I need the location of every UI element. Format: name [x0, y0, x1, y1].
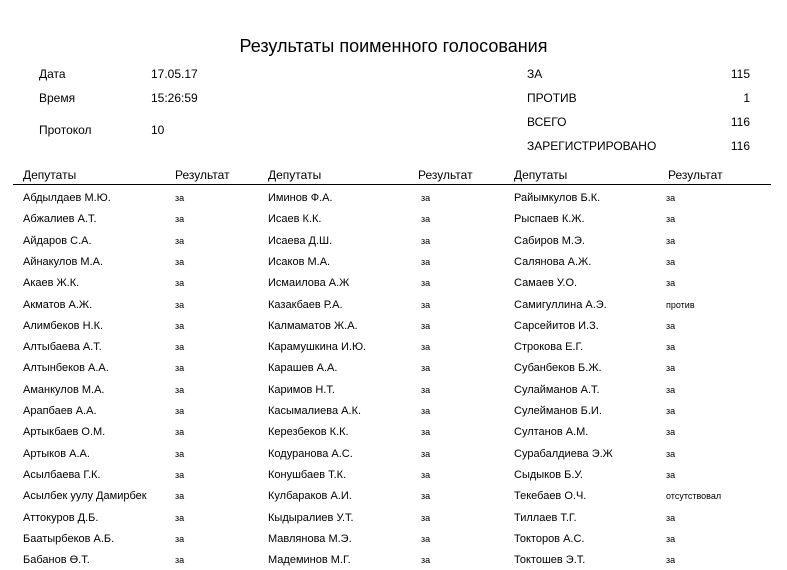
vote-result: за — [666, 385, 676, 395]
deputy-name: Айдаров С.А. — [23, 235, 92, 247]
deputy-name: Мадеминов М.Г. — [268, 554, 351, 566]
vote-result: за — [421, 300, 431, 310]
vote-result: за — [666, 470, 676, 480]
against-label: ПРОТИВ — [527, 91, 577, 105]
registered-value: 116 — [730, 139, 750, 153]
vote-result: за — [421, 449, 431, 459]
vote-result: за — [175, 385, 185, 395]
deputy-name: Кулбараков А.И. — [268, 490, 352, 502]
vote-result: за — [666, 257, 676, 267]
vote-result: за — [666, 449, 676, 459]
vote-result: за — [175, 449, 185, 459]
vote-result: за — [175, 427, 185, 437]
vote-result: за — [666, 555, 676, 565]
deputy-name: Исмаилова А.Ж — [268, 277, 350, 289]
against-value: 1 — [743, 91, 750, 105]
deputy-name: Рыспаев К.Ж. — [514, 213, 585, 225]
time-value: 15:26:59 — [151, 91, 198, 105]
deputy-name: Баатырбеков А.Б. — [23, 533, 115, 545]
deputy-name: Исаков М.А. — [268, 256, 331, 268]
deputy-name: Акаев Ж.К. — [23, 277, 80, 289]
deputy-name: Касымалиева А.К. — [268, 405, 362, 417]
deputy-name: Айнакулов М.А. — [23, 256, 104, 268]
vote-result: за — [175, 406, 185, 416]
header-divider — [13, 184, 771, 185]
vote-result: за — [421, 363, 431, 373]
deputy-name: Калмаматов Ж.А. — [268, 320, 358, 332]
deputy-name: Асылбаева Г.К. — [23, 469, 101, 481]
date-value: 17.05.17 — [151, 67, 198, 81]
deputy-name: Аттокуров Д.Б. — [23, 512, 99, 524]
vote-result: за — [666, 214, 676, 224]
vote-result: за — [666, 342, 676, 352]
vote-result: за — [421, 427, 431, 437]
vote-result: за — [421, 406, 431, 416]
vote-result: за — [666, 363, 676, 373]
for-label: ЗА — [527, 67, 543, 81]
deputy-name: Исаева Д.Ш. — [268, 235, 333, 247]
deputy-name: Сыдыков Б.У. — [514, 469, 583, 481]
vote-result: за — [666, 534, 676, 544]
vote-result: за — [421, 257, 431, 267]
vote-result: за — [175, 555, 185, 565]
deputy-name: Султанов А.М. — [514, 426, 589, 438]
vote-result: за — [421, 236, 431, 246]
vote-result: за — [666, 321, 676, 331]
deputy-name: Иминов Ф.А. — [268, 192, 333, 204]
column-header-result: Результат — [418, 168, 473, 182]
vote-result: отсутствовал — [666, 491, 722, 501]
deputy-name: Алтынбеков А.А. — [23, 362, 109, 374]
deputy-name: Райымкулов Б.К. — [514, 192, 601, 204]
vote-result: за — [666, 236, 676, 246]
deputy-name: Карашев А.А. — [268, 362, 338, 374]
registered-label: ЗАРЕГИСТРИРОВАНО — [527, 139, 657, 153]
vote-result: за — [175, 363, 185, 373]
vote-result: за — [421, 513, 431, 523]
deputy-name: Артыков А.А. — [23, 448, 90, 460]
deputy-name: Абжалиев А.Т. — [23, 213, 97, 225]
vote-result: за — [421, 193, 431, 203]
vote-result: против — [666, 300, 695, 310]
deputy-name: Сурабалдиева Э.Ж — [514, 448, 613, 460]
deputy-name: Сарсейитов И.З. — [514, 320, 599, 332]
vote-result: за — [175, 257, 185, 267]
deputy-name: Алимбеков Н.К. — [23, 320, 104, 332]
vote-result: за — [666, 513, 676, 523]
deputy-name: Абдылдаев М.Ю. — [23, 192, 111, 204]
column-header-deputies: Депутаты — [23, 168, 77, 182]
vote-result: за — [421, 555, 431, 565]
column-header-result: Результат — [175, 168, 230, 182]
vote-result: за — [175, 513, 185, 523]
vote-result: за — [175, 534, 185, 544]
page-title: Результаты поименного голосования — [239, 36, 548, 56]
deputy-name: Аманкулов М.А. — [23, 384, 105, 396]
vote-result: за — [421, 534, 431, 544]
deputy-name: Токтошев Э.Т. — [514, 554, 586, 566]
deputy-name: Исаев К.К. — [268, 213, 322, 225]
vote-result: за — [421, 214, 431, 224]
deputy-name: Кыдыралиев У.Т. — [268, 512, 354, 524]
deputy-name: Сулейманов Б.И. — [514, 405, 602, 417]
deputy-name: Сабиров М.Э. — [514, 235, 585, 247]
vote-result: за — [666, 193, 676, 203]
deputy-name: Арапбаев А.А. — [23, 405, 97, 417]
deputy-name: Строкова Е.Г. — [514, 341, 584, 353]
date-label: Дата — [39, 67, 66, 81]
protocol-label: Протокол — [39, 123, 92, 137]
vote-result: за — [666, 278, 676, 288]
deputy-name: Акматов А.Ж. — [23, 299, 93, 311]
deputy-name: Мавлянова М.Э. — [268, 533, 352, 545]
deputy-name: Текебаев О.Ч. — [514, 490, 587, 502]
deputy-name: Алтыбаева А.Т. — [23, 341, 102, 353]
vote-result: за — [175, 321, 185, 331]
vote-result: за — [421, 385, 431, 395]
deputy-name: Керезбеков К.К. — [268, 426, 349, 438]
vote-result: за — [175, 491, 185, 501]
deputy-name: Бабанов Ө.Т. — [23, 554, 90, 566]
vote-result: за — [175, 193, 185, 203]
vote-result: за — [421, 321, 431, 331]
time-label: Время — [39, 91, 76, 105]
for-value: 115 — [730, 67, 750, 81]
deputy-name: Кодуранова А.С. — [268, 448, 353, 460]
total-label: ВСЕГО — [527, 115, 567, 129]
vote-result: за — [175, 342, 185, 352]
vote-result: за — [421, 491, 431, 501]
vote-result: за — [666, 427, 676, 437]
deputy-name: Конушбаев Т.К. — [268, 469, 347, 481]
vote-result: за — [421, 470, 431, 480]
total-value: 116 — [730, 115, 750, 129]
deputy-name: Карамушкина И.Ю. — [268, 341, 367, 353]
vote-result: за — [175, 214, 185, 224]
column-header-deputies: Депутаты — [268, 168, 322, 182]
vote-result: за — [175, 278, 185, 288]
deputy-name: Токторов А.С. — [514, 533, 585, 545]
deputy-name: Самигуллина А.Э. — [514, 299, 607, 311]
protocol-value: 10 — [151, 123, 165, 137]
deputy-name: Каримов Н.Т. — [268, 384, 335, 396]
deputy-name: Артыкбаев О.М. — [23, 426, 106, 438]
vote-result: за — [421, 342, 431, 352]
vote-result: за — [175, 470, 185, 480]
deputy-name: Тиллаев Т.Г. — [514, 512, 577, 524]
column-header-deputies: Депутаты — [514, 168, 568, 182]
deputy-name: Самаев У.О. — [514, 277, 578, 289]
vote-result: за — [175, 236, 185, 246]
deputy-name: Субанбеков Б.Ж. — [514, 362, 602, 374]
vote-result: за — [421, 278, 431, 288]
vote-result: за — [175, 300, 185, 310]
deputy-name: Салянова А.Ж. — [514, 256, 592, 268]
deputy-name: Асылбек уулу Дамирбек — [23, 490, 147, 502]
deputy-name: Сулайманов А.Т. — [514, 384, 600, 396]
column-header-result: Результат — [668, 168, 723, 182]
vote-result: за — [666, 406, 676, 416]
deputy-name: Казакбаев Р.А. — [268, 299, 343, 311]
